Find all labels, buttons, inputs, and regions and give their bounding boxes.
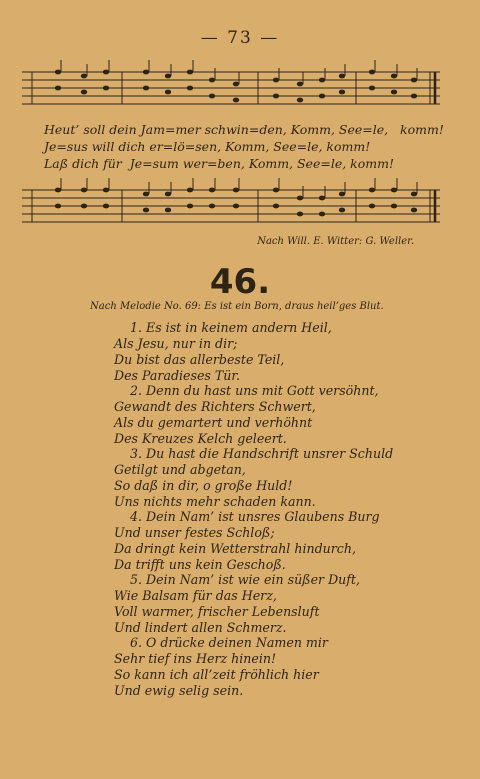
verse-line: Da trifft uns kein Geschoß. <box>114 557 286 572</box>
verse-line: 4. Dein Nam’ ist unsres Glaubens Burg <box>130 509 380 524</box>
verse-line: Da dringt kein Wetterstrahl hindurch, <box>114 541 356 556</box>
verse-line: 1. Es ist in keinem andern Heil, <box>130 320 332 335</box>
verse-line: Des Paradieses Tür. <box>114 368 241 383</box>
verse-line: 3. Du hast die Handschrift unsrer Schuld <box>130 446 394 461</box>
verse-line: 5. Dein Nam’ ist wie ein süßer Duft, <box>130 572 360 587</box>
verse-line: Uns nichts mehr schaden kann. <box>114 494 316 509</box>
page-number: — 73 — <box>200 28 280 48</box>
verse-line: Gewandt des Richters Schwert, <box>114 399 316 414</box>
verse-line: Voll warmer, frischer Lebensluft <box>114 604 320 619</box>
verse-5 <box>114 572 360 636</box>
verse-3 <box>114 446 393 510</box>
music-attribution: Nach Will. E. Witter: G. Weller. <box>257 236 414 247</box>
verse-line: Als Jesu, nur in dir; <box>114 336 238 351</box>
lyric-line-3: Laß dich für Je=sum wer=ben, Komm, See=le, komm! <box>44 156 394 171</box>
verse-line: Und ewig selig sein. <box>114 683 244 698</box>
lyric-line-1: Heut’ soll dein Jam=mer schwin=den, Komm, See=le, komm! <box>44 122 444 137</box>
verse-line: Wie Balsam für das Herz, <box>114 588 277 603</box>
verse-line: Und lindert allen Schmerz. <box>114 620 287 635</box>
verse-line: 2. Denn du hast uns mit Gott versöhnt, <box>130 383 379 398</box>
verse-line: Getilgt und abgetan, <box>114 462 246 477</box>
verse-2 <box>114 383 379 447</box>
verse-line: Und unser festes Schloß; <box>114 525 275 540</box>
verse-line: Des Kreuzes Kelch geleert. <box>114 431 287 446</box>
verse-line: 6. O drücke deinen Namen mir <box>130 635 328 650</box>
lyric-line-2: Je=sus will dich er=lö=sen, Komm, See=le, komm! <box>44 139 371 154</box>
verse-line: So kann ich all’zeit fröhlich hier <box>114 667 319 682</box>
verse-line: So daß in dir, o große Huld! <box>114 478 293 493</box>
verse-line: Als du gemartert und verhöhnt <box>114 415 313 430</box>
verse-1 <box>114 320 332 384</box>
music-staff-treble <box>22 58 440 120</box>
verse-line: Du bist das allerbeste Teil, <box>114 352 285 367</box>
music-staff-bass <box>22 168 440 234</box>
melody-note: Nach Melodie No. 69: Es ist ein Born, draus heil’ges Blut. <box>90 301 384 312</box>
verse-4 <box>114 509 380 573</box>
verse-line: Sehr tief ins Herz hinein! <box>114 651 277 666</box>
hymn-number: 46. <box>209 262 271 302</box>
verse-6 <box>114 635 328 699</box>
